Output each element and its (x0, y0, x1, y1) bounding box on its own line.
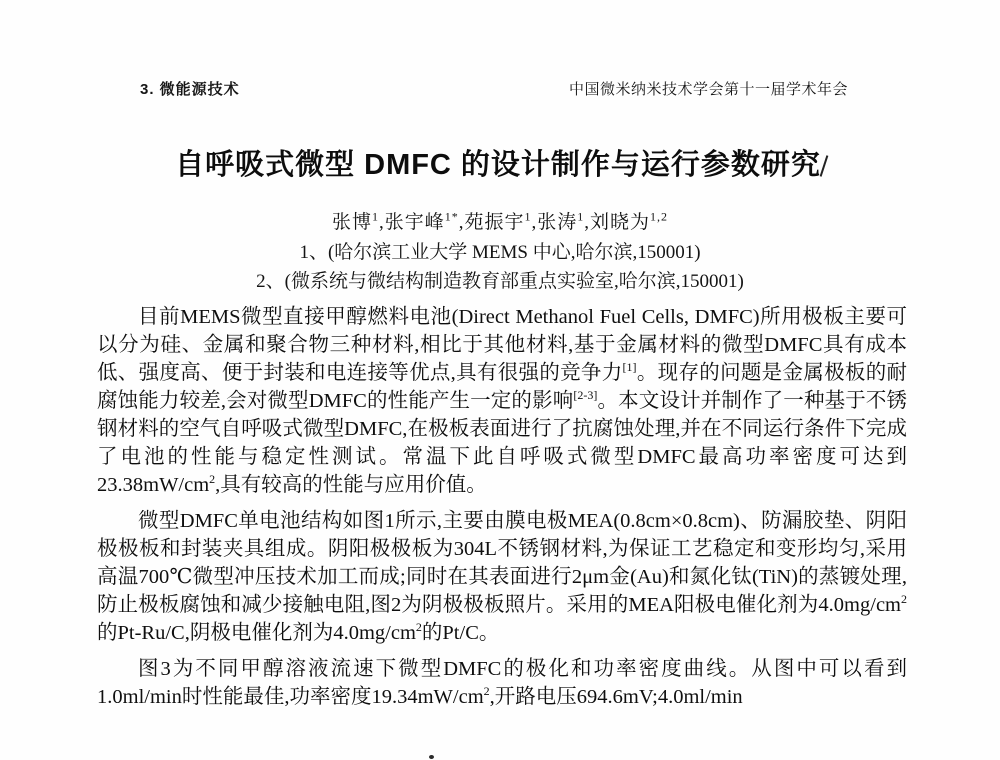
paragraph: 图3为不同甲醇溶液流速下微型DMFC的极化和功率密度曲线。从图中可以看到1.0ml/min时性能最佳,功率密度$19.34mW/cm^2$,开路电压694.6mV;4.0ml/min (97, 658, 907, 708)
authors-line: 张博$^1$,张宇峰$^{1*}$,苑振宇$^1$,张涛$^1$,刘晓为$^{1,2}$ (331, 209, 669, 233)
paper-title (0, 142, 1000, 183)
affiliation-line: 1、(哈尔滨工业大学 MEMS 中心,哈尔滨,150001) (299, 242, 701, 263)
author: 张博$^1$ (331, 209, 379, 233)
scan-speck (429, 755, 434, 759)
paragraph: 目前MEMS微型直接甲醇燃料电池(Direct Methanol Fuel Cells, DMFC)所用极板主要可以分为硅、金属和聚合物三种材料,相比于其他材料,基于金属材料的微型DMFC具有成本低、强度高、便于封装和电连接等优点,具有很强的竞争力[1]。现存的问题是金属极板的耐腐蚀能力较差,会对微型DMFC的性能产生一定的影响[2-3]。本文设计并制作了一种基于不锈钢材料的空气自呼吸式微型DMFC,在极板表面进行了抗腐蚀处理,并在不同运行条件下完成了电池的性能与稳定性测试。常温下此自呼吸式微型DMFC最高功率密度可达到$23.38mW/cm^2$,具有较高的性能与应用价值。 (97, 306, 908, 496)
paragraph: 微型DMFC单电池结构如图1所示,主要由膜电极MEA(0.8cm×0.8cm)、防漏胶垫、阴阳极极板和封装夹具组成。阴阳极极板为304L不锈钢材料,为保证工艺稳定和变形均匀,采用高温700℃微型冲压技术加工而成;同时在其表面进行2μm金(Au)和氮化钛(TiN)的蒸镀处理,防止极板腐蚀和减少接触电阻,图2为阴极极板照片。采用的MEA阳极电催化剂为$4.0mg/cm^2$的Pt-Ru/C,阴极电催化剂为$4.0mg/cm^2$的Pt/C。 (97, 510, 907, 644)
running-header (140, 78, 848, 99)
paper-title-text: 自呼吸式微型 DMFC 的设计制作与运行参数研究 (175, 149, 821, 181)
author: 张涛$^1$ (537, 209, 585, 233)
body (97, 303, 907, 719)
author: 刘晓为$^{1,2}$ (590, 209, 669, 233)
affiliations (0, 238, 1000, 296)
header-conference-label: 中国微米纳米技术学会第十一届学术年会 (568, 82, 848, 98)
author: 苑振宇$^1$ (464, 209, 532, 233)
author: 张宇峰$^{1*}$ (384, 209, 459, 233)
header-section-label: 3. 微能源技术 (140, 81, 240, 98)
affiliation-line: 2、(微系统与微结构制造教育部重点实验室,哈尔滨,150001) (256, 271, 744, 292)
